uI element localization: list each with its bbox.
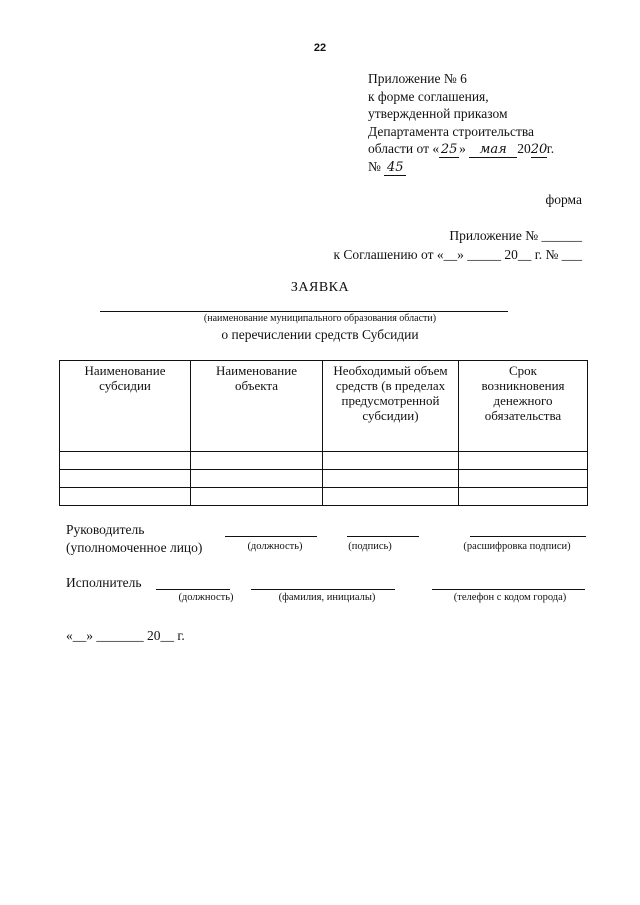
handwritten-number: 45 (384, 161, 406, 176)
executor-position-caption: (должность) (178, 592, 234, 603)
table-cell[interactable] (323, 470, 459, 488)
head-signature-line[interactable] (347, 536, 419, 537)
head-signature-caption: (подпись) (348, 541, 392, 552)
table-row (60, 452, 588, 470)
appendix-line-2: к форме соглашения, (368, 88, 489, 104)
executor-phone-caption: (телефон с кодом города) (453, 592, 567, 603)
table-row (60, 470, 588, 488)
table-cell[interactable] (60, 470, 191, 488)
appendix-line-1: Приложение № 6 (368, 71, 467, 86)
head-label-2: (уполномоченное лицо) (66, 540, 203, 555)
executor-name-line[interactable] (251, 589, 395, 590)
appendix-year-prefix: 20 (517, 141, 531, 156)
header-subsidy-name: Наименование субсидии (60, 361, 191, 452)
municipality-caption: (наименование муниципального образования области) (203, 313, 437, 324)
executor-position-line[interactable] (156, 589, 230, 590)
table-header-row (60, 361, 588, 452)
table-cell[interactable] (323, 452, 459, 470)
head-decoding-line[interactable] (470, 536, 586, 537)
table-cell[interactable] (459, 452, 588, 470)
agreement-appendix-line-1: Приложение № ______ (449, 228, 582, 243)
head-position-line[interactable] (225, 536, 317, 537)
handwritten-year: 20 (530, 142, 548, 157)
appendix-number-prefix: № (368, 159, 381, 174)
header-obligation-term: Срок возникновения денежного обязательства (459, 361, 588, 452)
table-cell[interactable] (191, 488, 323, 506)
table-cell[interactable] (191, 452, 323, 470)
appendix-block (368, 70, 554, 176)
header-object-name: Наименование объекта (191, 361, 323, 452)
form-label: форма (545, 192, 582, 207)
municipality-fill-line (100, 311, 508, 312)
date-line: «__» _______ 20__ г. (66, 628, 185, 643)
appendix-date-suffix: г. (546, 141, 555, 156)
appendix-date-mid: » (459, 141, 466, 156)
agreement-appendix-line-2: к Соглашению от «__» _____ 20__ г. № ___ (333, 247, 582, 262)
head-decoding-caption: (расшифровка подписи) (463, 541, 571, 552)
document-subtitle: о перечислении средств Субсидии (221, 327, 419, 342)
appendix-date-prefix: области от « (368, 141, 440, 156)
executor-label: Исполнитель (66, 575, 142, 590)
table-row (60, 488, 588, 506)
appendix-line-6 (368, 158, 554, 176)
head-label-1: Руководитель (66, 522, 145, 537)
table-cell[interactable] (191, 470, 323, 488)
executor-phone-line[interactable] (432, 589, 585, 590)
appendix-line-5 (368, 140, 554, 158)
appendix-line-3: утвержденной приказом (368, 106, 508, 121)
agreement-appendix-block (333, 226, 582, 264)
handwritten-month: мая (469, 143, 517, 158)
table-cell[interactable] (60, 488, 191, 506)
executor-name-caption: (фамилия, инициалы) (278, 592, 376, 603)
header-required-amount: Необходимый объем средств (в пределах предусмотренной субсидии) (323, 361, 459, 452)
table-cell[interactable] (459, 488, 588, 506)
table-cell[interactable] (323, 488, 459, 506)
handwritten-day: 25 (440, 142, 458, 157)
document-title: ЗАЯВКА (290, 280, 350, 295)
page-number: 22 (313, 42, 327, 54)
table-cell[interactable] (459, 470, 588, 488)
appendix-line-4: Департамента строительства (368, 123, 535, 139)
head-position-caption: (должность) (247, 541, 303, 552)
table-cell[interactable] (60, 452, 191, 470)
subsidy-table (59, 360, 588, 506)
